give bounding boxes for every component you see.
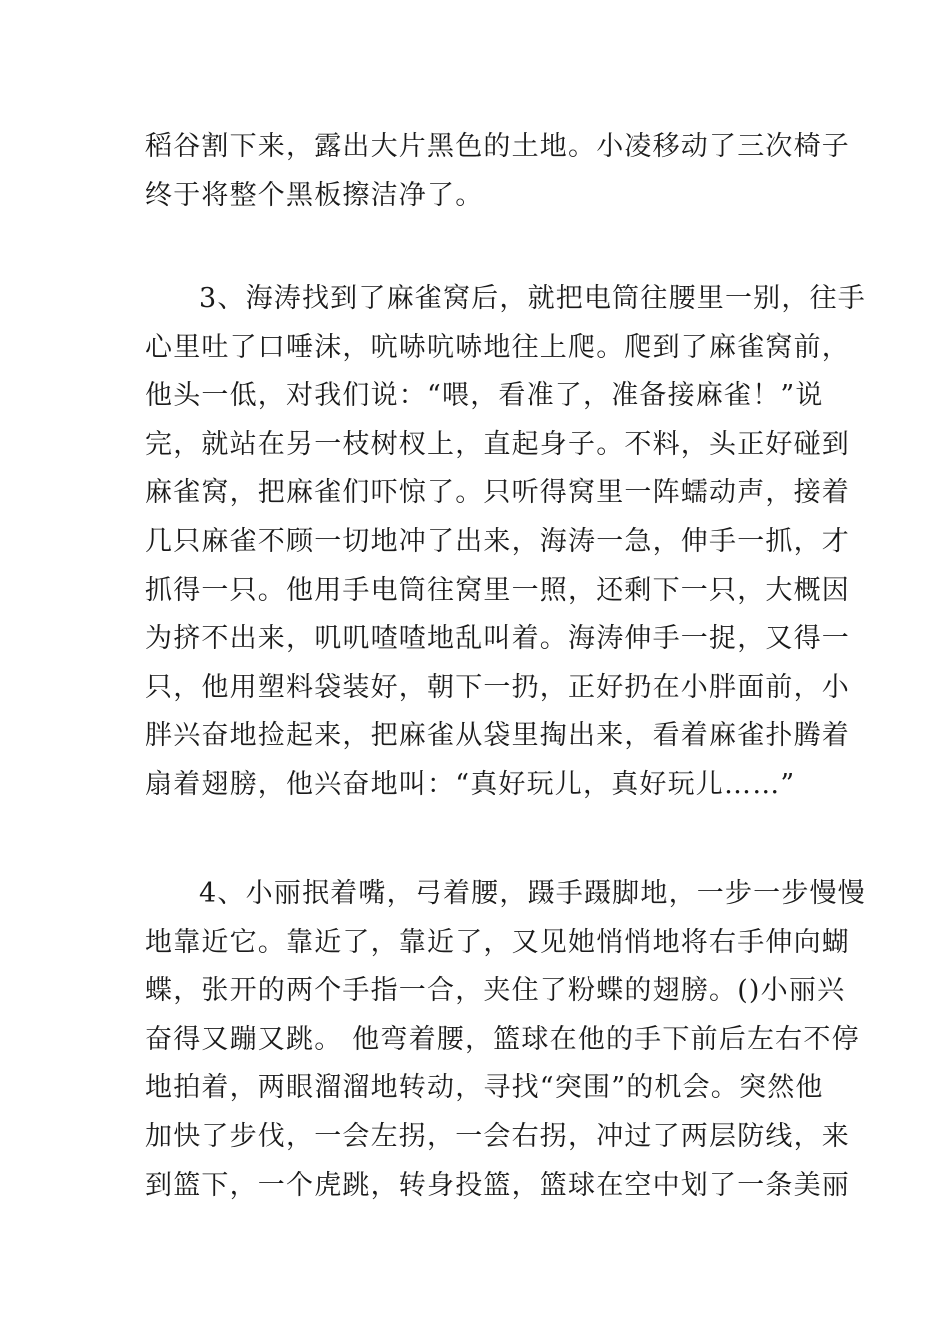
paragraph-line: 麻雀窝，把麻雀们吓惊了。只听得窝里一阵蠕动声，接着: [145, 477, 850, 509]
paragraph-line: 只，他用塑料袋装好，朝下一扔，正好扔在小胖面前，小: [145, 671, 850, 703]
paragraph-line: 胖兴奋地捡起来，把麻雀从袋里掏出来，看着麻雀扑腾着: [145, 720, 850, 752]
paragraph-line: 扇着翅膀，他兴奋地叫：“真好玩儿，真好玩儿……”: [145, 768, 796, 800]
paragraph-line: 他头一低，对我们说：“喂，看准了，准备接麻雀！”说: [145, 380, 824, 412]
paragraph-line: 稻谷割下来，露出大片黑色的土地。小凌移动了三次椅子: [145, 131, 850, 162]
paragraph-line: 地拍着，两眼溜溜地转动，寻找“突围”的机会。突然他: [145, 1072, 824, 1104]
paragraph-line: 为挤不出来，叽叽喳喳地乱叫着。海涛伸手一捉，又得一: [145, 623, 850, 655]
paragraph-line: 4、小丽抿着嘴，弓着腰，蹑手蹑脚地，一步一步慢慢: [199, 878, 866, 909]
paragraph-line: 终于将整个黑板擦洁净了。: [145, 179, 484, 211]
paragraph-line: 奋得又蹦又跳。 他弯着腰，篮球在他的手下前后左右不停: [145, 1023, 860, 1055]
paragraph-3: [145, 870, 866, 1210]
paragraph-line: 抓得一只。他用手电筒往窝里一照，还剩下一只，大概因: [145, 574, 850, 606]
paragraph-line: 到篮下，一个虎跳，转身投篮，篮球在空中划了一条美丽: [145, 1169, 850, 1201]
paragraph-line: 心里吐了口唾沫，吭哧吭哧地往上爬。爬到了麻雀窝前，: [145, 331, 850, 363]
paragraph-line: 3、海涛找到了麻雀窝后，就把电筒往腰里一别，往手: [199, 283, 866, 314]
paragraph-line: 加快了步伐，一会左拐，一会右拐，冲过了两层防线，来: [145, 1120, 850, 1152]
paragraph-line: 蝶，张开的两个手指一合，夹住了粉蝶的翅膀。()小丽兴: [145, 975, 846, 1007]
paragraph-2: [145, 275, 866, 810]
paragraph-line: 地靠近它。靠近了，靠近了，又见她悄悄地将右手伸向蝴: [145, 926, 850, 958]
paragraph-1: [145, 123, 850, 220]
paragraph-line: 几只麻雀不顾一切地冲了出来，海涛一急，伸手一抓，才: [145, 525, 850, 557]
paragraph-line: 完，就站在另一枝树杈上，直起身子。不料，头正好碰到: [145, 428, 850, 460]
